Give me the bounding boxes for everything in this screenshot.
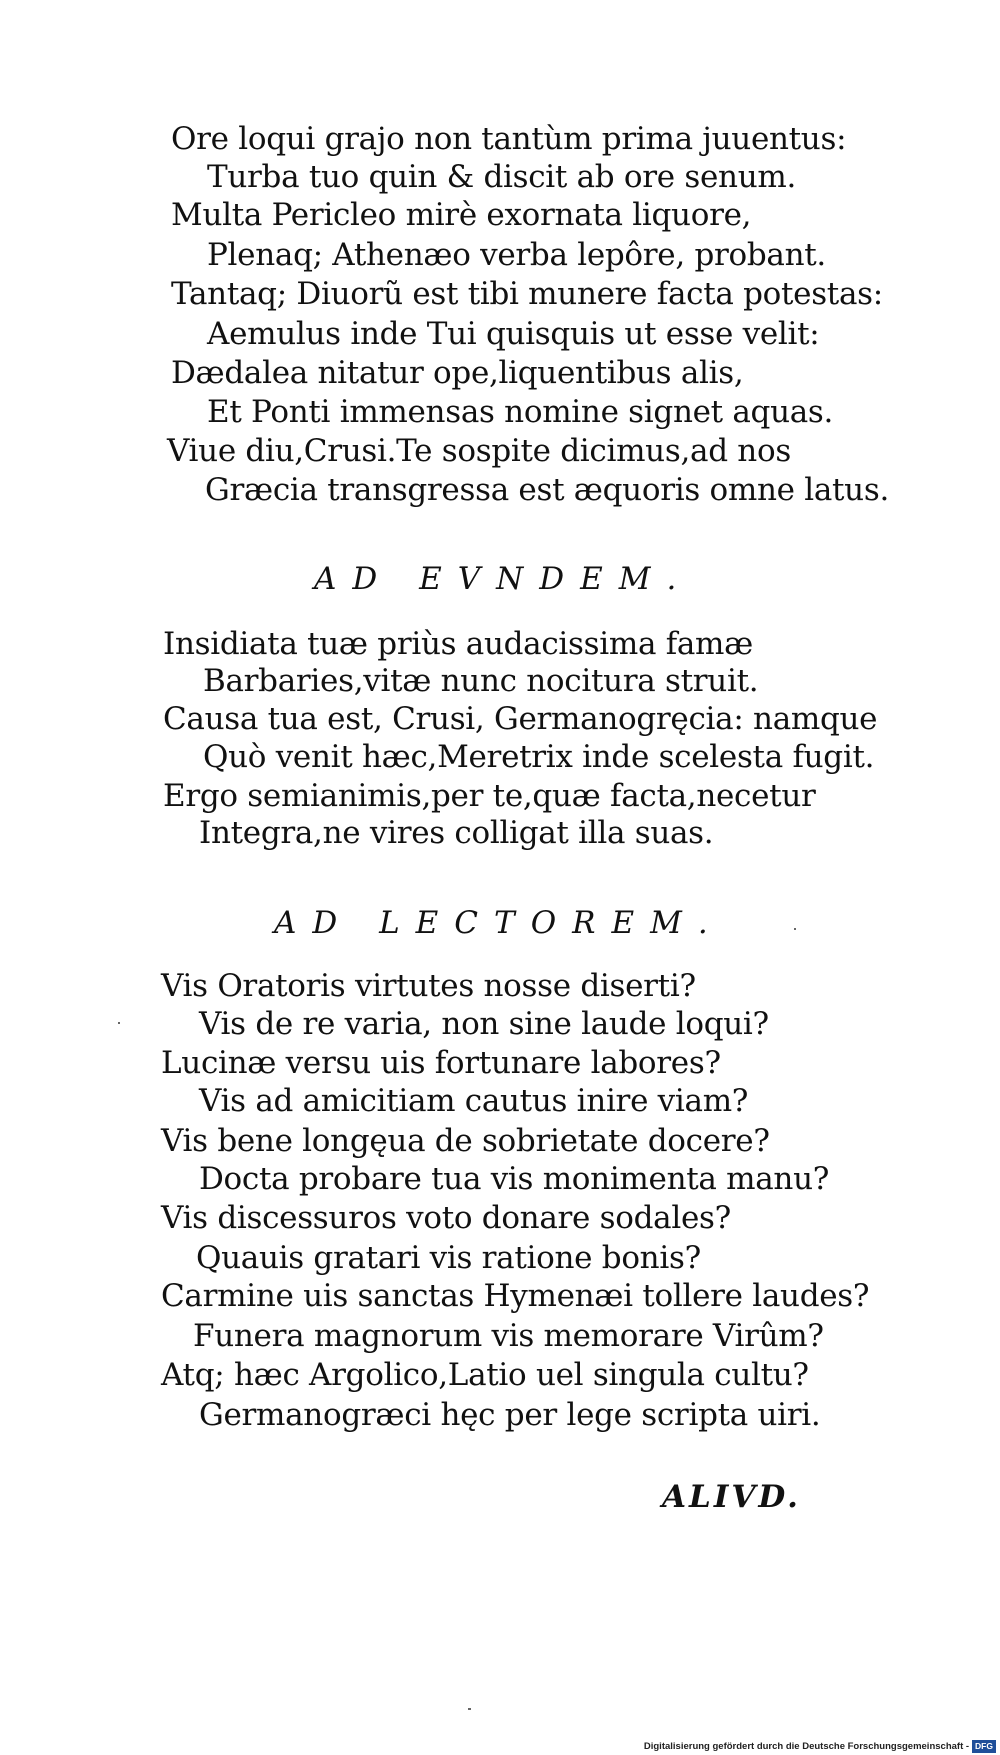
poem-3-line: Carmine uis sanctas Hymenæi tollere laudes? xyxy=(161,1278,870,1314)
scan-speck xyxy=(468,1708,471,1710)
poem-3-line: Vis discessuros voto donare sodales? xyxy=(161,1200,731,1236)
poem-2-line: Barbaries,vitæ nunc nocitura struit. xyxy=(203,663,759,699)
poem-3-line: Docta probare tua vis monimenta manu? xyxy=(199,1161,830,1197)
poem-1-line: Græcia transgressa est æquoris omne latus. xyxy=(205,472,890,508)
poem-1-line: Aemulus inde Tui quisquis ut esse velit: xyxy=(207,316,820,352)
poem-2-heading: AD EVNDEM. xyxy=(314,561,693,597)
scan-speck xyxy=(794,928,796,930)
poem-3-line: Atq; hæc Argolico,Latio uel singula cultu? xyxy=(161,1357,809,1393)
poem-1-line: Tantaq; Diuorũ est tibi munere facta potestas: xyxy=(171,276,883,312)
dfg-logo: DFG xyxy=(972,1740,996,1753)
poem-2-line: Integra,ne vires colligat illa suas. xyxy=(199,815,714,851)
poem-3-line: Germanogræci hęc per lege scripta uiri. xyxy=(199,1397,821,1433)
poem-3-line: Vis bene longęua de sobrietate docere? xyxy=(161,1123,770,1159)
digitization-credit xyxy=(644,1739,996,1753)
poem-1-line: Plenaq; Athenæo verba lepôre, probant. xyxy=(207,237,826,273)
poem-2-line: Insidiata tuæ priùs audacissima famæ xyxy=(163,626,753,662)
poem-1-line: Dædalea nitatur ope,liquentibus alis, xyxy=(171,355,744,391)
poem-3-line: Funera magnorum vis memorare Virûm? xyxy=(193,1318,824,1354)
poem-3-line: Vis ad amicitiam cautus inire viam? xyxy=(199,1083,749,1119)
scan-speck xyxy=(118,1022,120,1024)
poem-1-line: Viue diu,Crusi.Te sospite dicimus,ad nos xyxy=(167,433,791,469)
poem-1-line: Turba tuo quin & discit ab ore senum. xyxy=(207,159,797,195)
poem-1-line: Ore loqui grajo non tantùm prima juuentus: xyxy=(171,121,847,157)
catchword: ALIVD. xyxy=(662,1479,801,1515)
poem-1-line: Et Ponti immensas nomine signet aquas. xyxy=(207,394,834,430)
poem-3-line: Vis Oratoris virtutes nosse diserti? xyxy=(161,968,696,1004)
poem-2-line: Causa tua est, Crusi, Germanogręcia: namque xyxy=(163,701,878,737)
poem-3-heading: AD LECTOREM. xyxy=(274,905,724,941)
poem-2-line: Quò venit hæc,Meretrix inde scelesta fugit. xyxy=(203,739,875,775)
poem-2-line: Ergo semianimis,per te,quæ facta,necetur xyxy=(163,778,816,814)
poem-3-line: Quauis gratari vis ratione bonis? xyxy=(196,1240,701,1276)
poem-3-line: Lucinæ versu uis fortunare labores? xyxy=(161,1045,721,1081)
credit-text: Digitalisierung gefördert durch die Deutsche Forschungsgemeinschaft - xyxy=(643,1740,970,1752)
poem-3-line: Vis de re varia, non sine laude loqui? xyxy=(199,1006,769,1042)
poem-1-line: Multa Pericleo mirè exornata liquore, xyxy=(171,197,752,233)
